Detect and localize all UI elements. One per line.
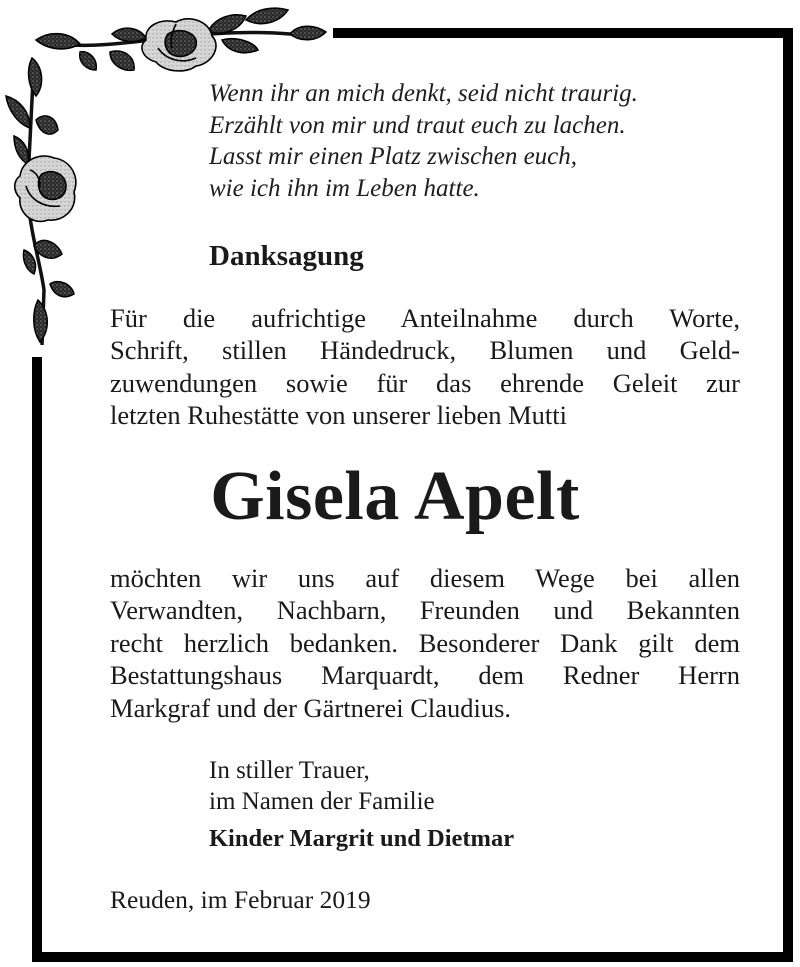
signoff-block xyxy=(209,755,514,857)
deceased-name: Gisela Apelt xyxy=(210,458,580,535)
signoff-line: In stiller Trauer, xyxy=(209,757,370,784)
paragraph-line: Bestattungshaus Marquardt, dem Redner Herrn xyxy=(110,660,740,691)
intro-paragraph xyxy=(110,302,740,432)
paragraph-line: Schrift, stillen Händedruck, Blumen und Geld- xyxy=(110,335,740,366)
poem-line: Erzählt von mir und traut euch zu lachen. xyxy=(209,111,626,139)
notice-heading: Danksagung xyxy=(209,240,364,272)
poem-verse xyxy=(209,78,638,204)
paragraph-line: recht herzlich bedanken. Besonderer Dank gilt dem xyxy=(110,627,740,658)
paragraph-line: Markgraf und der Gärtnerei Claudius. xyxy=(110,692,512,723)
poem-line: Wenn ihr an mich denkt, seid nicht traurig. xyxy=(209,80,638,107)
signers: Kinder Margrit und Dietmar xyxy=(209,825,515,852)
paragraph-line: Verwandten, Nachbarn, Freunden und Bekannten xyxy=(110,595,740,626)
frame-border-bottom xyxy=(32,952,793,962)
frame-border-top xyxy=(333,28,793,38)
place-date: Reuden, im Februar 2019 xyxy=(110,885,371,914)
poem-line: Lasst mir einen Platz zwischen euch, xyxy=(209,143,578,170)
frame-border-left xyxy=(32,357,42,962)
poem-line: wie ich ihn im Leben hatte. xyxy=(209,174,480,202)
paragraph-line: letzten Ruhestätte von unserer lieben Mutti xyxy=(110,400,567,431)
paragraph-line: zuwendungen sowie für das ehrende Geleit zur xyxy=(110,367,740,398)
signoff-line: im Namen der Familie xyxy=(209,788,435,815)
paragraph-line: möchten wir uns auf diesem Wege bei allen xyxy=(110,563,740,593)
thanks-paragraph xyxy=(110,562,740,724)
paragraph-line: Für die aufrichtige Anteilnahme durch Worte, xyxy=(110,303,740,333)
